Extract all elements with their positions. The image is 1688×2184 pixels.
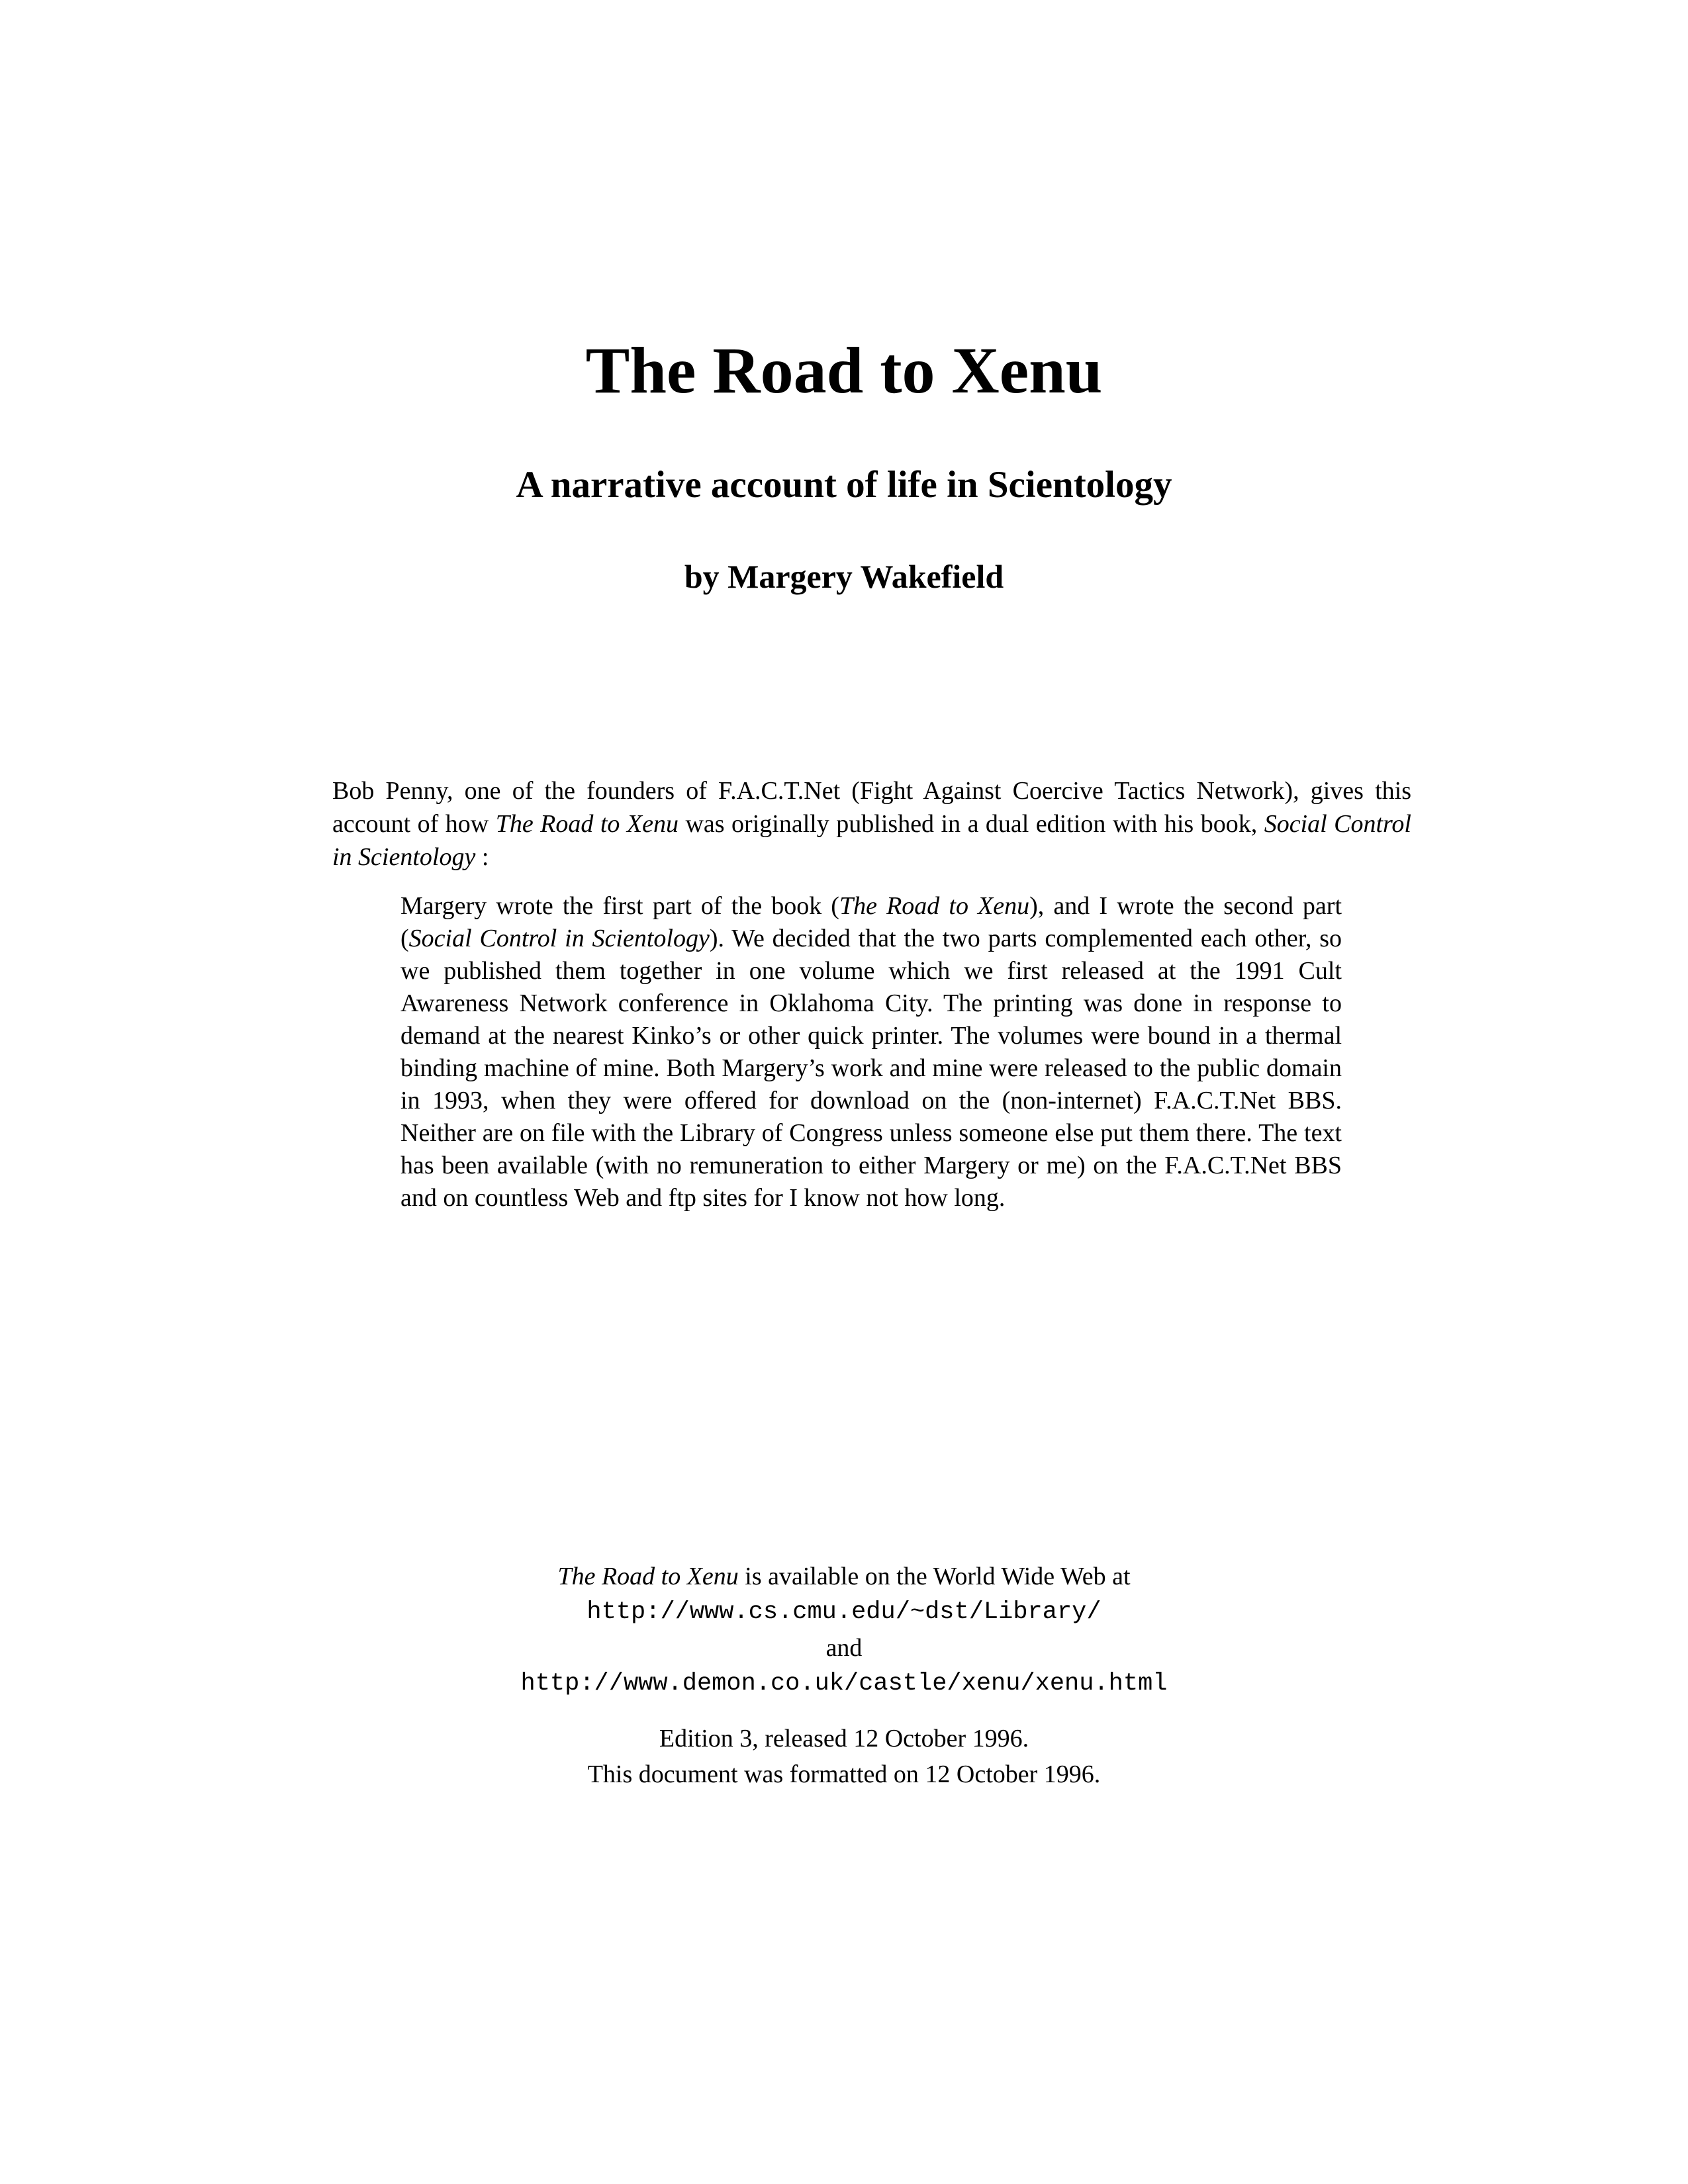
intro-text-3: : — [475, 843, 489, 871]
quote-text-2: ), and I wrote the second part ( — [400, 892, 1342, 952]
author-byline: by Margery Wakefield — [684, 558, 1004, 595]
url-demon-link[interactable]: http://www.demon.co.uk/castle/xenu/xenu.html — [520, 1670, 1168, 1698]
availability-line — [0, 1559, 1688, 1594]
availability-text: is available on the World Wide Web at — [738, 1563, 1131, 1590]
url-cmu-link[interactable]: http://www.cs.cmu.edu/~dst/Library/ — [586, 1598, 1102, 1626]
edition-block — [0, 1721, 1688, 1792]
intro-text-1: Bob Penny, one of the founders of F.A.C.T.Net (Fight Against Coercive Tactics Network), gives this account of how — [332, 777, 1411, 838]
quote-book-title: The Road to Xenu — [839, 892, 1030, 920]
quote-text-3: ). We decided that the two parts complemented each other, so we published them together in one volume which we first released at the 1991 Cult Awareness Network conference in Oklahoma City. The printing was done in response to demand at the nearest Kinko’s or other quick printer. The volumes were bound in a thermal binding machine of mine. Both Margery’s work and mine were released to the public domain in 1993, when they were offered for download on the (non-internet) F.A.C.T.Net BBS. Neither are on file with the Library of Congress unless someone else put them there. The text has been available (with no remuneration to either Margery or me) on the F.A.C.T.Net BBS and on countless Web and ftp sites for I know not how long. — [400, 925, 1342, 1212]
availability-and: and — [825, 1634, 863, 1662]
intro-other-book: Social Control in Scientology — [332, 810, 1411, 871]
intro-paragraph — [332, 774, 1411, 874]
quote-text-1: Margery wrote the first part of the book ( — [400, 892, 839, 920]
availability-book-title: The Road to Xenu — [557, 1563, 739, 1590]
intro-text-2: was originally published in a dual edition with his book, — [679, 810, 1264, 838]
document-title: The Road to Xenu — [585, 334, 1103, 407]
block-quote — [400, 890, 1342, 1214]
quote-other-book: Social Control in Scientology — [408, 925, 710, 952]
document-subtitle: A narrative account of life in Scientology — [516, 464, 1172, 506]
intro-book-title: The Road to Xenu — [495, 810, 679, 838]
edition-release: Edition 3, released 12 October 1996. — [659, 1725, 1029, 1752]
edition-formatted: This document was formatted on 12 October 1996. — [587, 1760, 1101, 1788]
availability-block — [0, 1559, 1688, 1702]
